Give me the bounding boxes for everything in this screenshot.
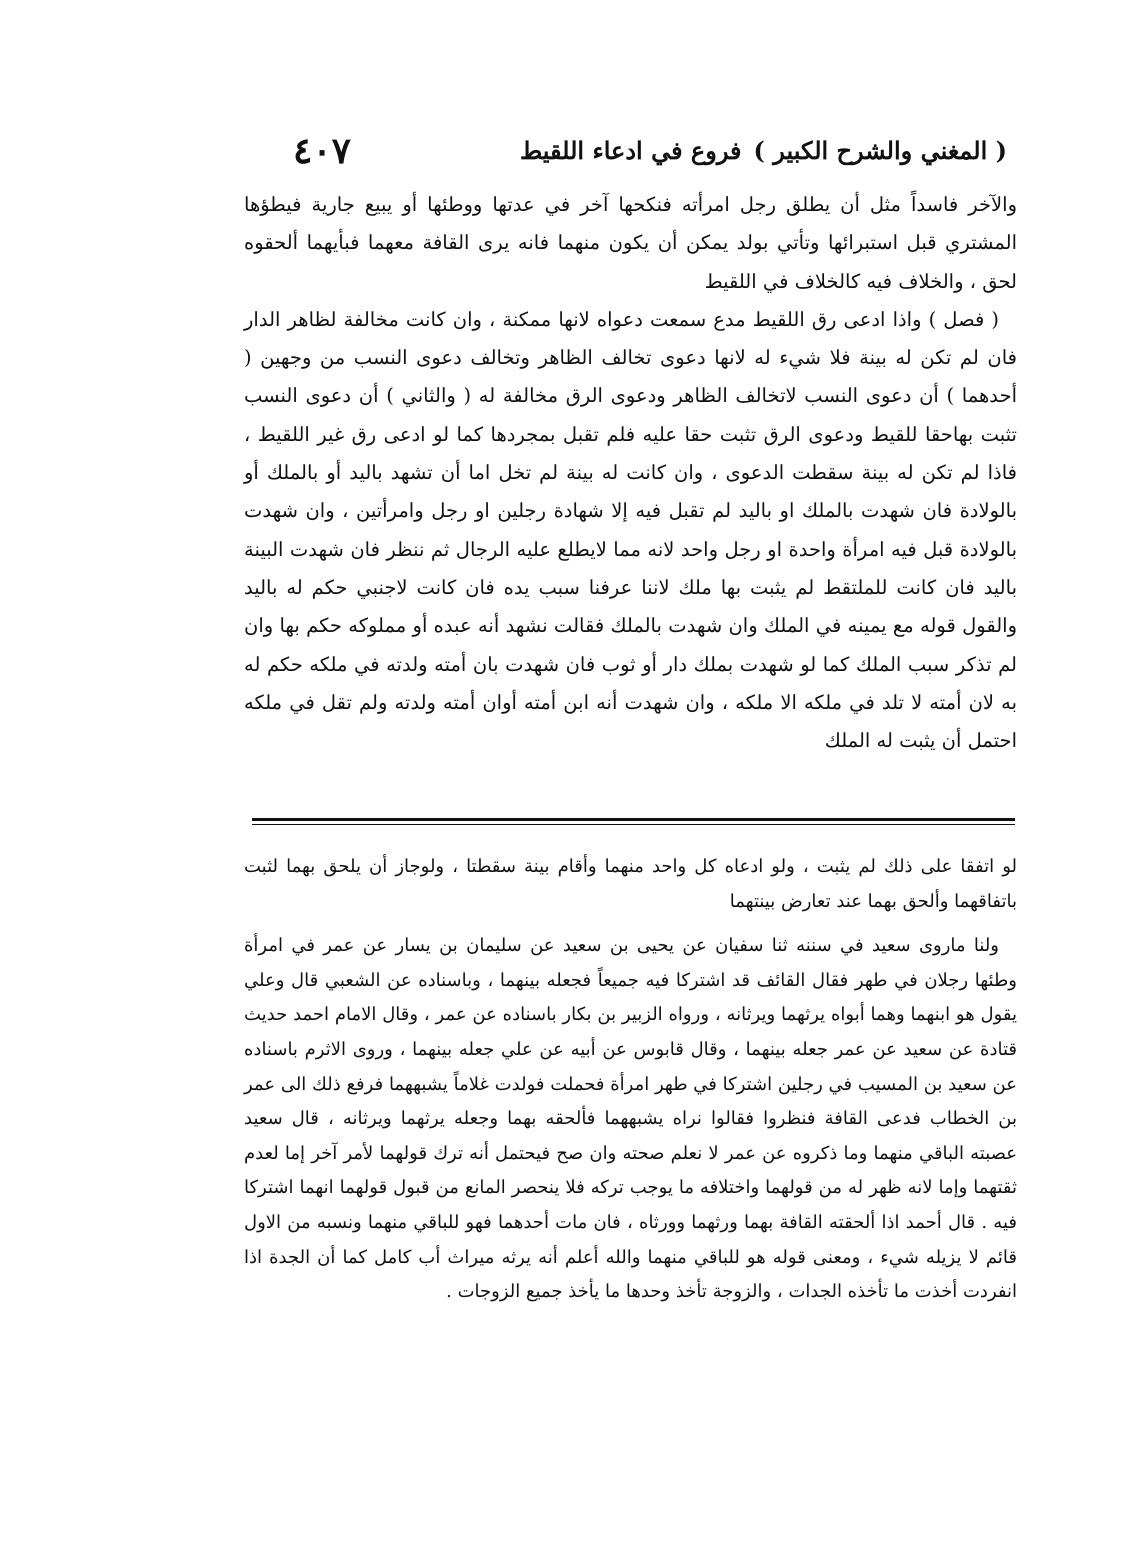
section-divider bbox=[252, 818, 1015, 825]
main-text bbox=[244, 186, 1017, 760]
commentary-paragraph: ولنا ماروى سعيد في سننه ثنا سفيان عن يحيى بن سعيد عن سليمان بن يسار عن عمر في امرأة وطئها رجلان في طهر فقال القائف قد اشتركا فيه جميعاً فجعله بينهما ، وباسناده عن الشعبي قال وعلي يقول هو ابنهما وهما أبواه يرثهما ويرثانه ، ورواه الزبير بن بكار باسناده عن عمر ، وقال الامام احمد حديث قتادة عن سعيد عن عمر جعله بينهما ، وقال قابوس عن أبيه عن علي جعله بينهما ، وروى الاثرم باسناده عن سعيد بن المسيب في رجلين اشتركا في طهر امرأة فحملت فولدت غلاماً يشبههما فرفع ذلك الى عمر بن الخطاب فدعى القافة فنظروا فقالوا نراه يشبههما فألحقه بهما وجعله يرثهما ويرثانه ، قال سعيد عصبته الباقي منهما وما ذكروه عن عمر لا نعلم صحته وان صح فيحتمل أنه ترك قولهما لأمر آخر إما لعدم ثقتهما وإما لانه ظهر له من قولهما واختلافه ما يوجب تركه فلا ينحصر المانع من قبول قولهما انهما اشتركا فيه . قال أحمد اذا ألحقته القافة بهما ورثهما وورثاه ، فان مات أحدهما فهو للباقي منهما ونسبه من الاول قائم لا يزيله شيء ، ومعنى قوله هو للباقي منهما والله أعلم أنه يرثه ميراث أب كامل كما أن الجدة اذا انفردت أخذت ما تأخذه الجدات ، والزوجة تأخذ وحدها ما يأخذ جميع الزوجات . bbox=[244, 935, 1017, 1303]
commentary-paragraph: لو اتفقا على ذلك لم يثبت ، ولو ادعاه كل واحد منهما وأقام بينة سقطتا ، ولوجاز أن يلحق بهما لثبت باتفاقهما وألحق بهما عند تعارض بينتهما bbox=[244, 856, 1017, 912]
main-paragraph: ( فصل ) واذا ادعى رق اللقيط مدع سمعت دعواه لانها ممكنة ، وان كانت مخالفة لظاهر الدار فان لم تكن له بينة فلا شيء له لانها دعوى تخالف الظاهر وتخالف دعوى النسب من وجهين ( أحدهما ) أن دعوى النسب لاتخالف الظاهر ودعوى الرق مخالفة له ( والثاني ) أن دعوى النسب تثبت بهاحقا للقيط ودعوى الرق تثبت حقا عليه فلم تقبل بمجردها كما لو ادعى رق غير اللقيط ، فاذا لم تكن له بينة سقطت الدعوى ، وان كانت له بينة لم تخل اما أن تشهد باليد أو بالملك أو بالولادة فان شهدت بالملك او باليد لم تقبل فيه إلا شهادة رجلين او رجل وامرأتين ، وان شهدت بالولادة قبل فيه امرأة واحدة او رجل واحد لانه مما لايطلع عليه الرجال ثم ننظر فان شهدت البينة باليد فان كانت للملتقط لم يثبت بها ملك لاننا عرفنا سبب يده فان كانت لاجنبي حكم له باليد والقول قوله مع يمينه في الملك وان شهدت بالملك فقالت نشهد أنه عبده أو مملوكه حكم بها وان لم تذكر سبب الملك كما لو شهدت بملك دار أو ثوب فان شهدت بان أمته ولدته في ملكه حكم له به لان أمته لا تلد في ملكه الا ملكه ، وان شهدت أنه ابن أمته أوان أمته ولدته ولم تقل في ملكه احتمل أن يثبت له الملك bbox=[244, 307, 1017, 753]
main-paragraph: والآخر فاسداً مثل أن يطلق رجل امرأته فنكحها آخر في عدتها ووطئها أو يبيع جارية فيطؤها المشتري قبل استبرائها وتأتي بولد يمكن أن يكون منهما فانه يرى القافة معهما فبأيهما ألحقوه لحق ، والخلاف فيه كالخلاف في اللقيط bbox=[244, 193, 1017, 293]
page-number: ٤٠٧ bbox=[293, 130, 352, 172]
page-header bbox=[255, 128, 1007, 176]
book-title: ( المغني والشرح الكبير ) bbox=[753, 136, 1007, 165]
commentary-text bbox=[244, 850, 1017, 1310]
section-title: فروع في ادعاء اللقيط bbox=[520, 136, 742, 165]
